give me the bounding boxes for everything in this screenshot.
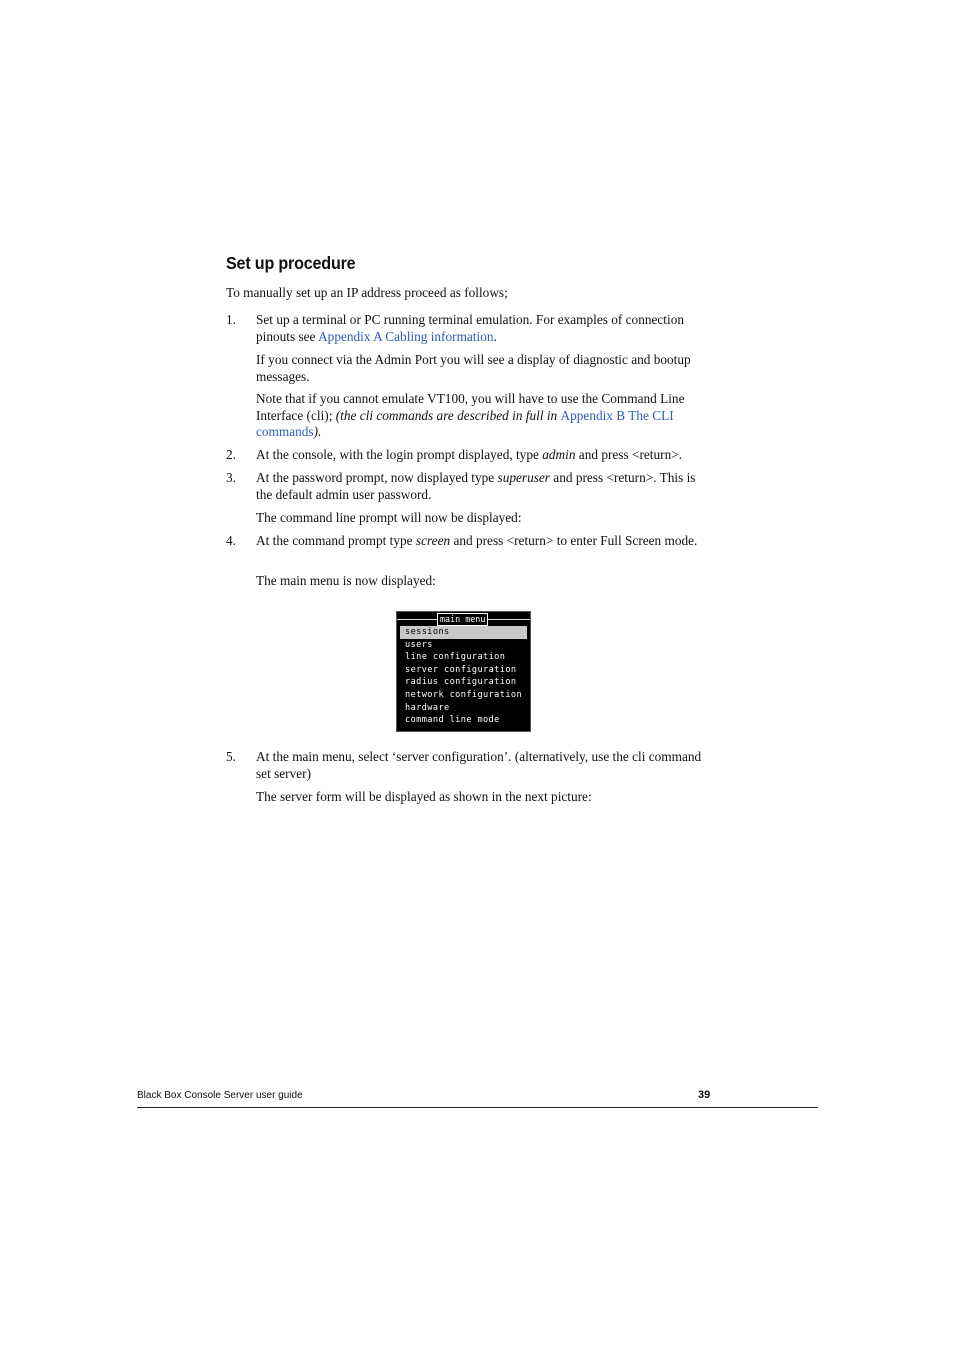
intro-text: To manually set up an IP address proceed as follows;	[226, 285, 508, 300]
step-number: 2.	[226, 447, 236, 462]
page-number: 39	[698, 1089, 711, 1101]
step-text	[256, 470, 706, 503]
terminal-main-menu	[396, 611, 531, 732]
cmd-prompt-note: The command line prompt will now be displayed:	[256, 510, 522, 525]
menu-item-command-line-mode[interactable]: command line mode	[405, 715, 500, 726]
step-emphasis: superuser	[497, 470, 550, 485]
step-text	[256, 312, 706, 345]
step-text-part: At the password prompt, now displayed type	[256, 470, 498, 485]
admin-port-note: If you connect via the Admin Port you will see a display of diagnostic and bootup messages.	[256, 352, 691, 384]
menu-item-radius-configuration[interactable]: radius configuration	[405, 677, 517, 688]
step-number: 3.	[226, 470, 236, 485]
section-heading: Set up procedure	[226, 253, 356, 273]
terminal-title: main menu	[437, 613, 488, 626]
step-text-part: and press <return> to enter Full Screen mode.	[450, 533, 698, 548]
step-emphasis: screen	[415, 533, 451, 548]
note-italic-part: (the cli commands are described in full in	[335, 407, 561, 423]
step-text: At the main menu, select ‘server configuration’. (alternatively, use the cli command set server)	[256, 749, 702, 781]
menu-item-sessions[interactable]: sessions	[400, 626, 527, 639]
step-text-part: At the command prompt type	[256, 533, 416, 548]
note-italic-part: ).	[313, 424, 322, 439]
step-text-part: At the console, with the login prompt displayed, type	[256, 447, 543, 462]
vt100-note	[256, 391, 706, 441]
footer-guide-title: Black Box Console Server user guide	[137, 1090, 303, 1101]
note-text-part: Note that if you cannot emulate VT100, you will have to use the Command Line Interface (cli);	[256, 391, 685, 423]
terminal-menu-list	[400, 626, 530, 727]
step-text	[256, 533, 706, 550]
step-number: 4.	[226, 533, 236, 548]
step-text-part: and press <return>.	[575, 447, 683, 462]
server-form-note: The server form will be displayed as shown in the next picture:	[256, 789, 592, 804]
main-menu-note: The main menu is now displayed:	[256, 573, 436, 588]
menu-item-line-configuration[interactable]: line configuration	[405, 652, 506, 663]
menu-item-users[interactable]: users	[405, 639, 433, 650]
appendix-a-link[interactable]: Appendix A Cabling information	[318, 328, 494, 344]
step-text-part: Set up a terminal or PC running terminal emulation. For examples of connection pinouts see	[256, 312, 684, 344]
footer-rule	[137, 1107, 818, 1108]
step-text	[256, 447, 706, 464]
step-number: 5.	[226, 749, 236, 764]
menu-item-server-configuration[interactable]: server configuration	[405, 664, 517, 675]
step-emphasis: admin	[542, 447, 576, 462]
appendix-b-link[interactable]: Appendix B The CLI commands	[256, 407, 674, 439]
menu-item-network-configuration[interactable]: network configuration	[405, 689, 523, 700]
step-number: 1.	[226, 312, 236, 327]
step-text-part: and press <return>. This is the default admin user password.	[256, 470, 696, 502]
menu-item-hardware[interactable]: hardware	[405, 702, 450, 713]
step-text-part: .	[493, 328, 497, 344]
